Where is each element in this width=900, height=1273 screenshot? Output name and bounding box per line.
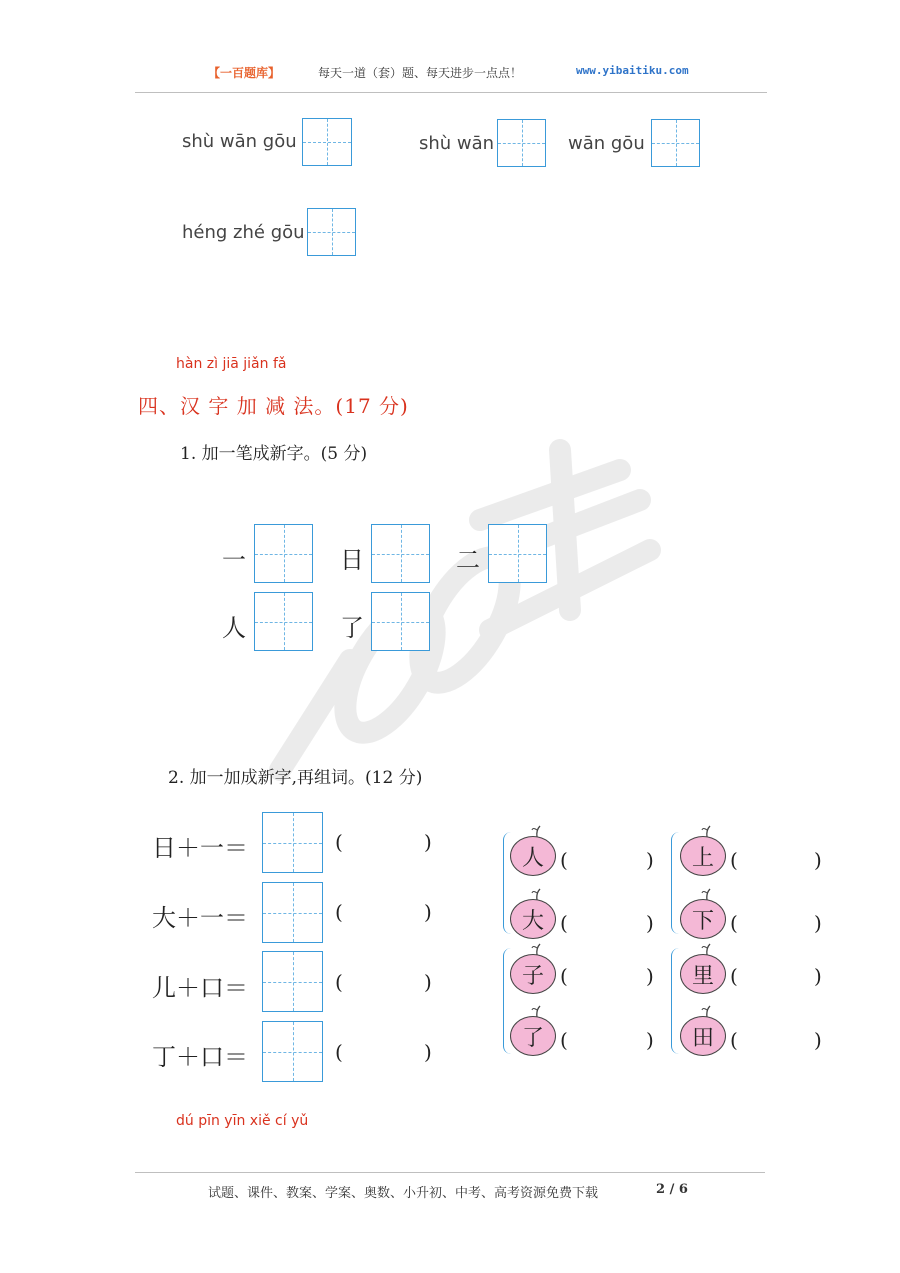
base-char: 一 xyxy=(222,546,246,574)
answer-grid-box[interactable] xyxy=(371,524,430,583)
apple-char: 里 xyxy=(680,954,726,994)
base-char: 日 xyxy=(340,546,364,574)
paren-open: ( xyxy=(730,1028,738,1052)
apple-char: 大 xyxy=(510,899,556,939)
section-title: 四、汉 字 加 减 法。(17 分) xyxy=(138,394,409,418)
base-char: 人 xyxy=(222,614,246,642)
page-number: 2 / 6 xyxy=(656,1182,688,1197)
paren-close: ) xyxy=(424,1040,432,1064)
paren-close: ) xyxy=(814,911,822,935)
paren-close: ) xyxy=(424,900,432,924)
answer-grid-box[interactable] xyxy=(254,592,313,651)
answer-grid-box[interactable] xyxy=(262,812,323,873)
paren-close: ) xyxy=(814,1028,822,1052)
apple-char: 了 xyxy=(510,1016,556,1056)
paren-open: ( xyxy=(335,970,343,994)
paren-open: ( xyxy=(560,848,568,872)
paren-open: ( xyxy=(560,964,568,988)
answer-grid-box[interactable] xyxy=(371,592,430,651)
footer-text: 试题、课件、教案、学案、奥数、小升初、中考、高考资源免费下载 xyxy=(208,1186,599,1201)
apple-char: 人 xyxy=(510,836,556,876)
paren-open: ( xyxy=(730,911,738,935)
apple-char: 上 xyxy=(680,836,726,876)
paren-open: ( xyxy=(560,911,568,935)
apple-char: 下 xyxy=(680,899,726,939)
stroke-pinyin-2: shù wān xyxy=(419,133,495,154)
equation: 丁＋口＝ xyxy=(152,1043,248,1071)
writing-grid-box[interactable] xyxy=(307,208,356,256)
group-brace xyxy=(671,948,680,1054)
answer-grid-box[interactable] xyxy=(262,882,323,943)
answer-grid-box[interactable] xyxy=(488,524,547,583)
paren-close: ) xyxy=(646,848,654,872)
paren-open: ( xyxy=(335,900,343,924)
paren-close: ) xyxy=(424,830,432,854)
paren-close: ) xyxy=(814,848,822,872)
equation: 儿＋口＝ xyxy=(152,974,248,1002)
base-char: 二 xyxy=(456,546,480,574)
paren-open: ( xyxy=(730,964,738,988)
stroke-pinyin-1: shù wān gōu xyxy=(182,131,297,152)
paren-open: ( xyxy=(335,1040,343,1064)
group-brace xyxy=(671,832,680,934)
paren-close: ) xyxy=(646,964,654,988)
section-pinyin: hàn zì jiā jiǎn fǎ xyxy=(176,356,287,372)
paren-close: ) xyxy=(814,964,822,988)
paren-open: ( xyxy=(560,1028,568,1052)
writing-grid-box[interactable] xyxy=(651,119,700,167)
paren-close: ) xyxy=(646,1028,654,1052)
header-divider xyxy=(135,92,767,93)
paren-open: ( xyxy=(730,848,738,872)
paren-close: ) xyxy=(646,911,654,935)
writing-grid-box[interactable] xyxy=(497,119,546,167)
question-1-label: 1. 加一笔成新字。(5 分) xyxy=(180,444,368,464)
stroke-pinyin-4: héng zhé gōu xyxy=(182,222,305,243)
question-2-label: 2. 加一加成新字,再组词。(12 分) xyxy=(168,768,423,788)
paren-open: ( xyxy=(335,830,343,854)
page-header xyxy=(0,64,900,84)
equation: 日＋一＝ xyxy=(152,834,248,862)
brand-label: 【一百题库】 xyxy=(208,66,281,80)
paren-close: ) xyxy=(424,970,432,994)
header-url-link[interactable]: www.yibaitiku.com xyxy=(576,64,689,77)
answer-grid-box[interactable] xyxy=(262,1021,323,1082)
footer-divider xyxy=(135,1172,765,1173)
equation: 大＋一＝ xyxy=(152,904,248,932)
header-slogan: 每天一道（套）题、每天进步一点点！ xyxy=(318,66,523,80)
base-char: 了 xyxy=(340,614,364,642)
writing-grid-box[interactable] xyxy=(302,118,352,166)
apple-char: 子 xyxy=(510,954,556,994)
answer-grid-box[interactable] xyxy=(254,524,313,583)
stroke-pinyin-3: wān gōu xyxy=(568,133,645,154)
answer-grid-box[interactable] xyxy=(262,951,323,1012)
apple-char: 田 xyxy=(680,1016,726,1056)
next-section-pinyin: dú pīn yīn xiě cí yǔ xyxy=(176,1113,309,1129)
